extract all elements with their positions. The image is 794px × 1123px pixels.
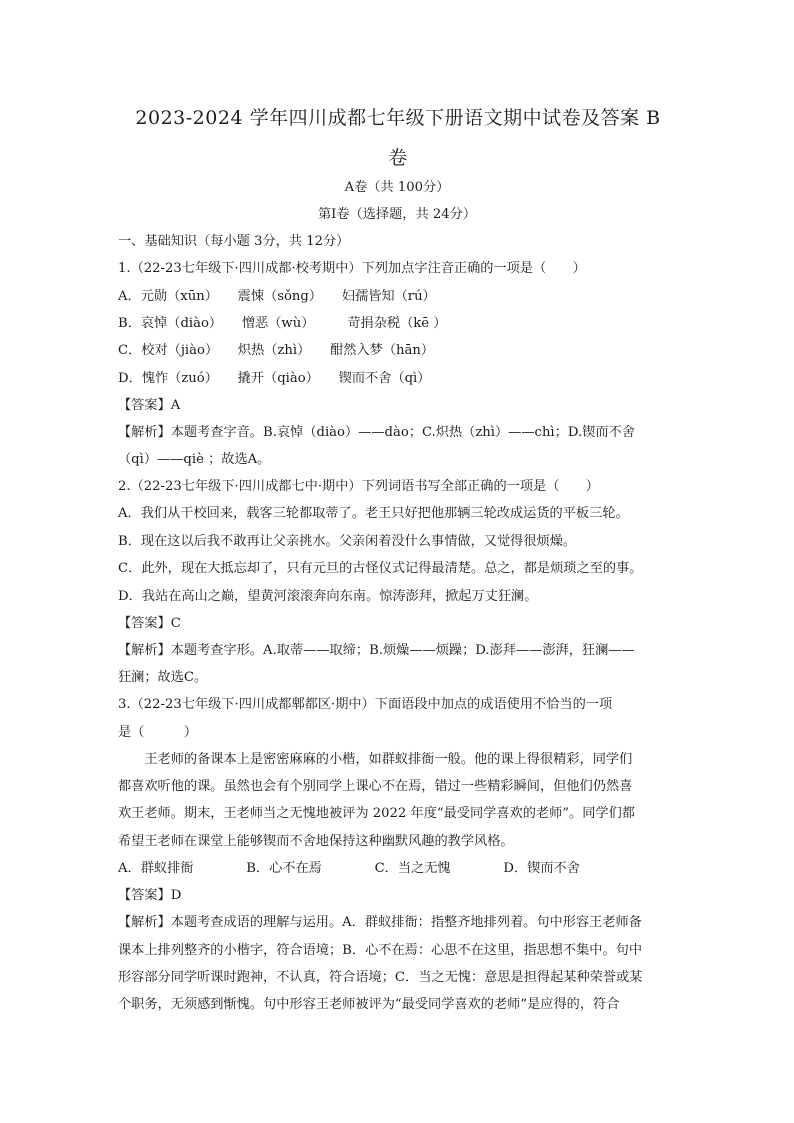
q3-passage-line1: 王老师的备课本上是密密麻麻的小楷，如群蚁排衙一般。他的课上得很精彩，同学们 [118,752,633,767]
q2-option-a: A．我们从干校回来，载客三轮都取蒂了。老王只好把他那辆三轮改成运货的平板三轮。 [118,506,629,521]
q1-analysis-line1: 【解析】本题考查字音。B.哀悼（diào）——dào；C.炽热（zhì）——chì；D.锲而不舍 [118,425,635,440]
q3-options: A．群蚁排衙 B．心不在焉 C．当之无愧 D．锲而不舍 [118,861,580,876]
section1-heading: 一、基础知识（每小题 3分，共 12分） [118,234,350,249]
doc-title-line1: 2023-2024 学年四川成都七年级下册语文期中试卷及答案 B [135,107,661,129]
q1-stem: 1.（22-23七年级下·四川成都·校考期中）下列加点字注音正确的一项是（ ） [118,261,586,276]
q2-stem: 2.（22-23七年级下·四川成都七中·期中）下列词语书写全部正确的一项是（ ） [118,479,599,494]
q1-option-b: B．哀悼（diào） 憎恶（wù） 苛捐杂税（kē ） [118,316,447,331]
q3-passage-line2: 都喜欢听他的课。虽然也会有个别同学上课心不在焉，错过一些精彩瞬间，但他们仍然喜 [118,779,633,794]
q3-analysis-line2: 课本上排列整齐的小楷字，符合语境；B．心不在焉：心思不在这里，指思想不集中。句中 [118,943,642,958]
q2-analysis-line1: 【解析】本题考查字形。A.取蒂——取缔；B.烦燥——烦躁；D.澎拜——澎湃，狂澜—— [118,643,635,658]
q3-answer: 【答案】D [118,888,182,903]
q1-option-a: A．元勋（xūn） 震悚（sǒng） 妇孺皆知（rú） [118,289,436,304]
doc-title-line2: 卷 [388,147,408,169]
q3-passage-line4: 希望王老师在课堂上能够锲而不舍地保持这种幽默风趣的教学风格。 [118,834,514,849]
q2-option-c: C．此外，现在大抵忘却了，只有元旦的古怪仪式记得最清楚。总之，都是烦琐之至的事。 [118,561,643,576]
q2-analysis-line2: 狂澜；故选C。 [118,670,208,685]
q2-option-d: D．我站在高山之巅，望黄河滚滚奔向东南。惊涛澎拜，掀起万丈狂澜。 [118,589,538,604]
q1-option-c: C．校对（jiào） 炽热（zhì） 酣然入梦（hān） [118,343,435,358]
q1-option-d: D．愧怍（zuó） 撬开（qiào） 锲而不舍（qì） [118,371,431,386]
q3-stem-line1: 3.（22-23七年级下·四川成都郫都区·期中）下面语段中加点的成语使用不恰当的一项 [118,697,613,712]
q3-stem-line2: 是（ ） [118,725,198,740]
q3-analysis-line4: 个职务，无须感到惭愧。句中形容王老师被评为“最受同学喜欢的老师”是应得的，符合 [118,997,620,1012]
a-volume-heading: A卷（共 100分） [344,180,450,195]
q3-analysis-line1: 【解析】本题考查成语的理解与运用。A．群蚁排衙：指整齐地排列着。句中形容王老师备 [118,915,642,930]
q3-analysis-line3: 形容部分同学听课时跑神，不认真，符合语境；C．当之无愧：意思是担得起某种荣誉或某 [118,970,643,985]
q3-passage-line3: 欢王老师。期末，王老师当之无愧地被评为 2022 年度“最受同学喜欢的老师”。同学们都 [118,806,635,821]
q1-answer: 【答案】A [118,398,181,413]
q2-answer: 【答案】C [118,616,181,631]
q2-option-b: B．现在这以后我不敢再让父亲挑水。父亲闲着没什么事情做，又觉得很烦燥。 [118,534,577,549]
part1-heading: 第Ⅰ卷（选择题，共 24分） [317,207,477,222]
q1-analysis-line2: （qì）——qiè ；故选A。 [118,452,271,467]
